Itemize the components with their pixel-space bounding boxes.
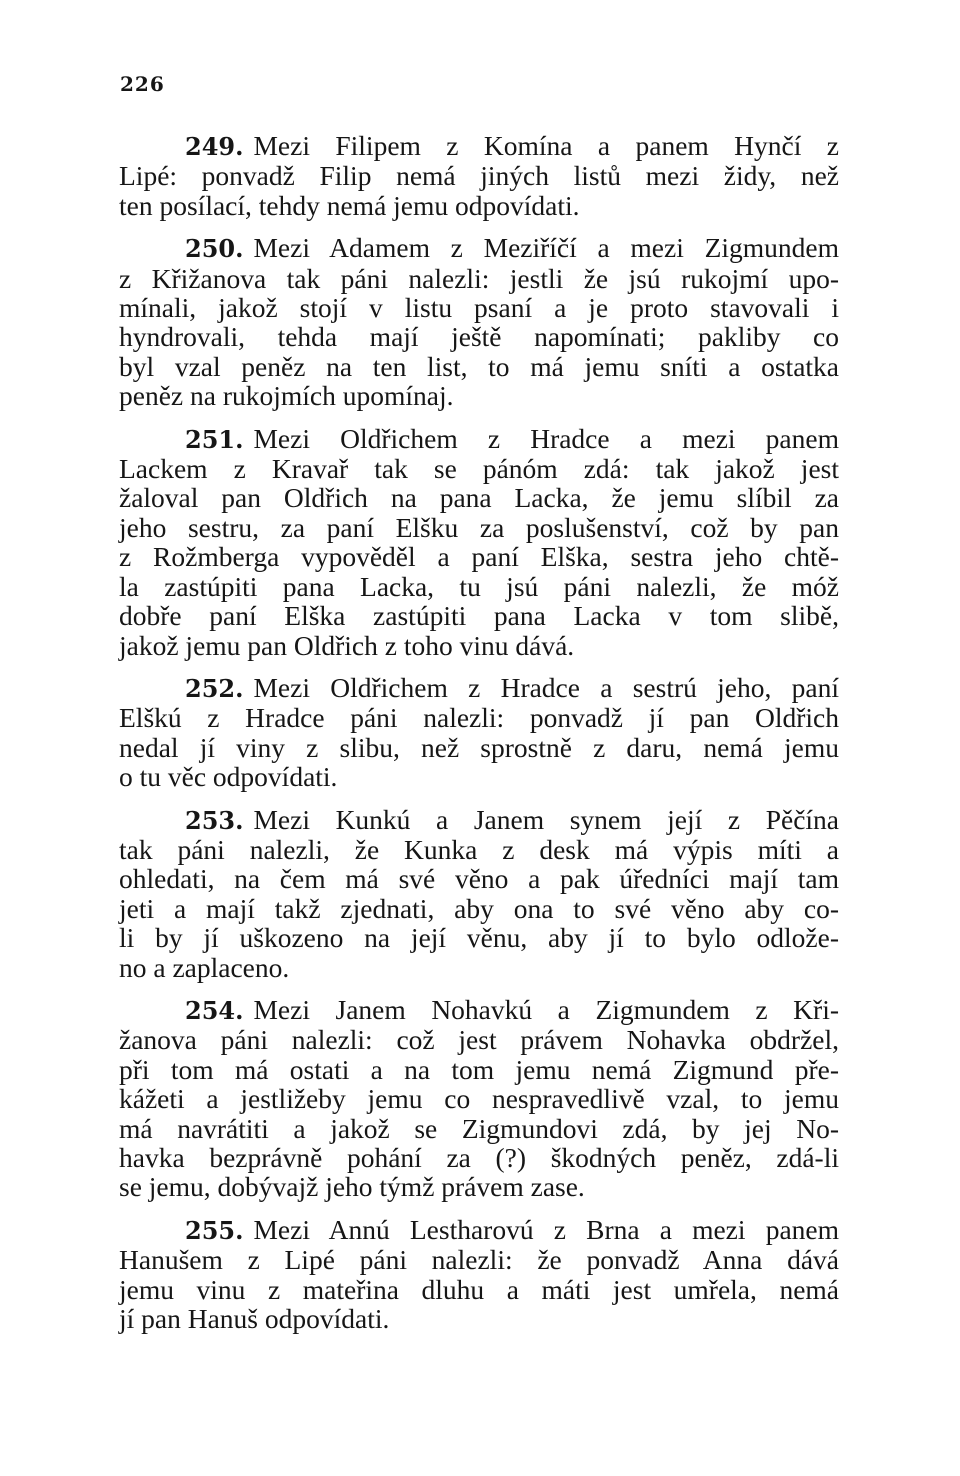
entry	[119, 805, 839, 982]
page-body	[119, 131, 839, 1346]
entry-line	[119, 894, 839, 923]
entry-text: Mezi Oldřichem z Hradce a sestrú jeho, paní	[253, 671, 839, 703]
entry-text: Hanušem z Lipé páni nalezli: že ponvadž Anna dává	[119, 1244, 839, 1276]
entry-text: se jemu, dobývajž jeho týmž právem zase.	[119, 1171, 585, 1203]
entry-line	[119, 131, 839, 161]
entry-line	[119, 454, 839, 483]
entry-line	[119, 1304, 839, 1333]
entry-line	[119, 1025, 839, 1054]
entry-text: Mezi Janem Nohavkú a Zigmundem z Kři-	[253, 993, 839, 1025]
entry-text: Mezi Filipem z Komína a panem Hynčí z	[253, 130, 839, 161]
entry-text: o tu věc odpovídati.	[119, 761, 338, 793]
entry	[119, 673, 839, 792]
entry-text: má navrátiti a jakož se Zigmundovi zdá, by jej No-	[119, 1112, 839, 1144]
entry-text: kážeti a jestližeby jemu co nespravedlivě vzal, to jemu	[119, 1083, 839, 1115]
entry-text: Mezi Adamem z Meziříčí a mezi Zigmundem	[253, 232, 839, 264]
entry-number: 252.	[185, 673, 244, 703]
entry-text: jeho sestru, za paní Elšku za poslušenství, což by pan	[119, 511, 839, 543]
entry-line	[119, 1275, 839, 1304]
entry-line	[119, 835, 839, 864]
entry-line	[119, 1114, 839, 1143]
entry-line	[119, 293, 839, 322]
entry-line	[119, 264, 839, 293]
entry-line	[119, 572, 839, 601]
entry-text: Lipé: ponvadž Filip nemá jiných listů mezi židy, než	[119, 160, 839, 192]
entry-text: tak páni nalezli, že Kunka z desk má výpis míti a	[119, 833, 839, 865]
entry-text: hyndrovali, tehda mají ještě napomínati; pakliby co	[119, 321, 839, 353]
entry-text: jakož jemu pan Oldřich z toho vinu dává.	[119, 629, 575, 661]
entry-text: dobře paní Elška zastúpiti pana Lacka v tom slibě,	[119, 600, 839, 632]
entry-line	[119, 542, 839, 571]
entry	[119, 233, 839, 410]
entry-line	[119, 673, 839, 703]
entry-number: 254.	[185, 995, 244, 1025]
entry-text: byl vzal peněz na ten list, to má jemu sníti a ostatka	[119, 350, 839, 382]
entry	[119, 995, 839, 1202]
entry-line	[119, 1143, 839, 1172]
entry-line	[119, 864, 839, 893]
entry-text: Elškú z Hradce páni nalezli: ponvadž jí pan Oldřich	[119, 702, 839, 734]
entry-line	[119, 995, 839, 1025]
entry-line	[119, 1055, 839, 1084]
entry-line	[119, 703, 839, 732]
entry-line	[119, 1245, 839, 1274]
entry-line	[119, 352, 839, 381]
entry-text: z Rožmberga vypověděl a paní Elška, sestra jeho chtě-	[119, 541, 839, 573]
entry-line	[119, 1172, 839, 1201]
entry-line	[119, 953, 839, 982]
entry-line	[119, 513, 839, 542]
page-number: 226	[120, 72, 165, 96]
entry-text: žaloval pan Oldřich na pana Lacka, že jemu slíbil za	[119, 482, 839, 514]
entry-text: Mezi Oldřichem z Hradce a mezi panem	[253, 422, 839, 454]
entry-line	[119, 1215, 839, 1245]
entry-text: mínali, jakož stojí v listu psaní a je proto stavovali i	[119, 292, 839, 324]
entry-text: žanova páni nalezli: což jest právem Nohavka obdržel,	[119, 1024, 839, 1056]
entry-line	[119, 631, 839, 660]
entry-text: z Křižanova tak páni nalezli: jestli že jsú rukojmí upo-	[119, 262, 839, 294]
entry-text: jemu vinu z mateřina dluhu a máti jest umřela, nemá	[119, 1273, 839, 1305]
entry-text: Mezi Kunkú a Janem synem její z Pěčína	[253, 803, 839, 835]
entry-line	[119, 483, 839, 512]
entry	[119, 1215, 839, 1334]
entry-text: no a zaplaceno.	[119, 951, 290, 983]
entry-text: Lackem z Kravař tak se pánóm zdá: tak jakož jest	[119, 453, 839, 485]
entry-text: ten posílací, tehdy nemá jemu odpovídati.	[119, 189, 580, 221]
entry-line	[119, 233, 839, 263]
entry-text: Mezi Annú Lestharovú z Brna a mezi panem	[253, 1213, 839, 1245]
entry-text: peněz na rukojmích upomínaj.	[119, 380, 454, 412]
entry-number: 251.	[185, 424, 244, 454]
entry-number: 255.	[185, 1215, 244, 1245]
entry-text: jeti a mají takž zjednati, aby ona to své věno aby co-	[119, 892, 839, 924]
entry-line	[119, 601, 839, 630]
entry-line	[119, 381, 839, 410]
entry-line	[119, 762, 839, 791]
entry-text: jí pan Hanuš odpovídati.	[119, 1303, 390, 1335]
entry-line	[119, 1084, 839, 1113]
entry-number: 253.	[185, 805, 244, 835]
entry-line	[119, 923, 839, 952]
entry-text: nedal jí viny z slibu, než sprostně z daru, nemá jemu	[119, 731, 839, 763]
entry-text: li by jí uškozeno na její věnu, aby jí to bylo odlože-	[119, 922, 839, 954]
entry-number: 249.	[185, 132, 244, 161]
entry-number: 250.	[185, 234, 244, 264]
entry	[119, 424, 839, 660]
entry-line	[119, 424, 839, 454]
entry-line	[119, 805, 839, 835]
entry-line	[119, 733, 839, 762]
entry-text: havka bezprávně pohání za (?) škodných peněz, zdá-li	[119, 1142, 839, 1173]
entry-line	[119, 161, 839, 190]
entry-text: la zastúpiti pana Lacka, tu jsú páni nalezli, že móž	[119, 570, 839, 602]
entry-line	[119, 191, 839, 220]
entry	[119, 131, 839, 220]
entry-text: ohledati, na čem má své věno a pak úředníci mají tam	[119, 863, 839, 895]
entry-line	[119, 322, 839, 351]
entry-text: při tom má ostati a na tom jemu nemá Zigmund pře-	[119, 1053, 839, 1085]
